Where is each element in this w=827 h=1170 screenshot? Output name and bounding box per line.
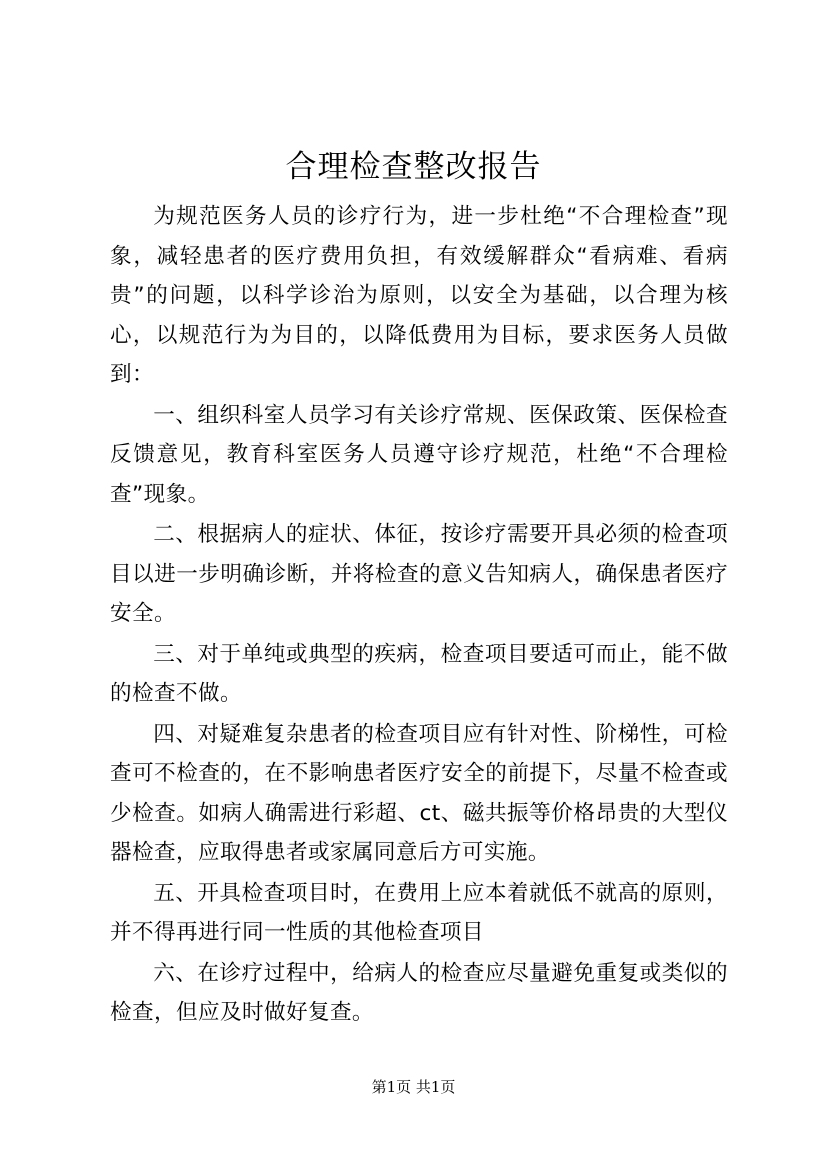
document-body: [110, 197, 728, 1034]
document-title: 合理检查整改报告: [285, 149, 542, 185]
paragraph-item-6: 六、在诊疗过程中，给病人的检查应尽量避免重复或类似的检查，但应及时做好复查。: [110, 960, 728, 1025]
paragraph-item-1: 一、组织科室人员学习有关诊疗常规、医保政策、医保检查反馈意见，教育科室医务人员遵守诊疗规范，杜绝“不合理检查”现象。: [110, 402, 728, 507]
page-number-footer: 第1页 共1页: [371, 1078, 456, 1096]
paragraph-item-5: 五、开具检查项目时，在费用上应本着就低不就高的原则，并不得再进行同一性质的其他检查项目: [110, 880, 728, 945]
paragraph-intro: 为规范医务人员的诊疗行为，进一步杜绝“不合理检查”现象，减轻患者的医疗费用负担，有效缓解群众“看病难、看病贵”的问题，以科学诊治为原则，以安全为基础，以合理为核心，以规范行为为目的，以降低费用为目标，要求医务人员做到：: [110, 204, 728, 387]
paragraph-item-2: 二、根据病人的症状、体征，按诊疗需要开具必须的检查项目以进一步明确诊断，并将检查的意义告知病人，确保患者医疗安全。: [110, 522, 728, 626]
paragraph-item-4: 四、对疑难复杂患者的检查项目应有针对性、阶梯性，可检查可不检查的，在不影响患者医疗安全的前提下，尽量不检查或少检查。如病人确需进行彩超、ct、磁共振等价格昂贵的大型仪器检查，应取得患者或家属同意后方可实施。: [110, 721, 728, 865]
paragraph-item-3: 三、对于单纯或典型的疾病，检查项目要适可而止，能不做的检查不做。: [110, 641, 728, 706]
